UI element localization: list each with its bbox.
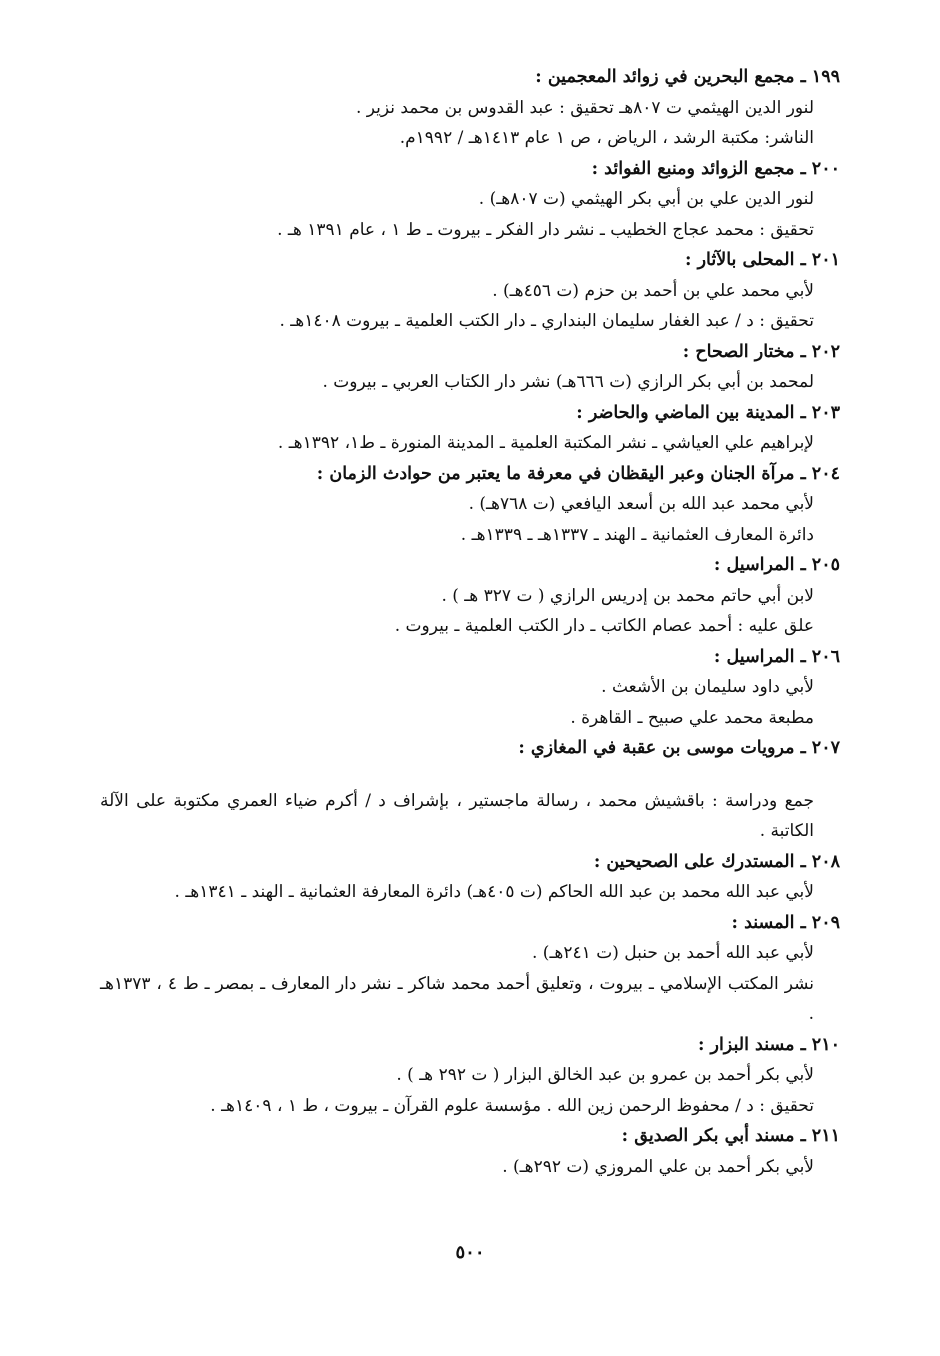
entry-heading: ٢٠٣ ـ المدينة بين الماضي والحاضر : xyxy=(576,402,840,423)
entry-line: تحقيق : محمد عجاج الخطيب ـ نشر دار الفكر ـ بيروت ـ ط ١ ، عام ١٣٩١ هـ . xyxy=(277,219,814,240)
entry-heading: ١٩٩ ـ مجمع البحرين في زوائد المعجمين : xyxy=(535,67,840,87)
entry-line: لنور الدين علي بن أبي بكر الهيثمي (ت ٨٠٧هـ) . xyxy=(478,189,814,209)
entry-line: الناشر: مكتبة الرشد ، الرياض ، ص ١ عام ١٤١٣هـ / ١٩٩٢م. xyxy=(399,128,814,148)
entry-line: لأبي داود سليمان بن الأشعث . xyxy=(601,677,814,697)
entry-heading: ٢٠٧ ـ مرويات موسى بن عقبة في المغازي : xyxy=(518,738,840,758)
entry-line: مطبعة محمد علي صبيح ـ القاهرة . xyxy=(570,707,814,728)
entry-line: لأبي بكر أحمد بن عمرو بن عبد الخالق البزار ( ت ٢٩٢ هـ ) . xyxy=(396,1065,814,1085)
entry-line: علق عليه : أحمد عصام الكاتب ـ دار الكتب العلمية ـ بيروت . xyxy=(394,616,814,636)
entry-heading: ٢١١ ـ مسند أبي بكر الصديق : xyxy=(621,1126,840,1146)
entry-heading: ٢٠٢ ـ مختار الصحاح : xyxy=(682,341,840,362)
entry-line: لأبي عبد الله محمد بن عبد الله الحاكم (ت ٤٠٥هـ) دائرة المعارفة العثمانية ـ الهند ـ ١٣٤١هـ . xyxy=(174,882,814,902)
entry-line: لإبراهيم علي العياشي ـ نشر المكتبة العلمية ـ المدينة المنورة ـ ط١، ١٣٩٢هـ . xyxy=(277,433,814,453)
entry-heading: ٢١٠ ـ مسند البزار : xyxy=(697,1034,840,1055)
entry-paragraph: نشر المكتب الإسلامي ـ بيروت ، وتعليق أحمد محمد شاكر ـ نشر دار المعارف ـ بمصر ـ ط ٤ ، ١٣٧٣هـ . xyxy=(100,973,814,1024)
entry-line: دائرة المعارف العثمانية ـ الهند ـ ١٣٣٧هـ ـ ١٣٣٩هـ . xyxy=(460,524,814,545)
entry-line: تحقيق : د / عبد الغفار سليمان البنداري ـ دار الكتب العلمية ـ بيروت ١٤٠٨هـ . xyxy=(279,311,814,331)
entry-heading: ٢٠١ ـ المحلى بالآثار : xyxy=(685,250,840,270)
entry-heading: ٢٠٩ ـ المسند : xyxy=(731,912,840,933)
entry-line: لابن أبي حاتم محمد بن إدريس الرازي ( ت ٣٢٧ هـ ) . xyxy=(441,585,814,606)
entry-line: لنور الدين الهيثمي ت ٨٠٧هـ تحقيق : عبد القدوس بن محمد نزير . xyxy=(355,97,814,118)
entry-line: تحقيق : د / محفوظ الرحمن زين الله . مؤسسة علوم القرآن ـ بيروت ، ط ١ ، ١٤٠٩هـ . xyxy=(210,1095,814,1116)
entry-line: لأبي محمد علي بن أحمد بن حزم (ت ٤٥٦هـ) . xyxy=(492,280,814,301)
entry-heading: ٢٠٦ ـ المراسيل : xyxy=(713,646,840,667)
entry-heading: ٢٠٠ ـ مجمع الزوائد ومنبع الفوائد : xyxy=(591,158,840,179)
bibliography-page xyxy=(100,62,840,1182)
page-number: ٥٠٠ xyxy=(455,1242,485,1263)
entry-line: لأبي محمد عبد الله بن أسعد اليافعي (ت ٧٦٨هـ) . xyxy=(468,494,814,514)
entry-heading: ٢٠٥ ـ المراسيل : xyxy=(713,555,840,575)
entry-heading: ٢٠٨ ـ المستدرك على الصحيحين : xyxy=(593,851,840,872)
entry-line: لأبي بكر أحمد بن علي المروزي (ت ٢٩٢هـ) . xyxy=(502,1156,814,1177)
entry-line: لمحمد بن أبي بكر الرازي (ت ٦٦٦هـ) نشر دار الكتاب العربي ـ بيروت . xyxy=(322,372,814,392)
entry-paragraph: جمع ودراسة : باقشيش محمد ، رسالة ماجستير ، بإشراف د / أكرم ضياء العمري مكتوبة على الآلة الكاتبة . xyxy=(100,790,814,841)
entry-heading: ٢٠٤ ـ مرآة الجنان وعبر اليقظان في معرفة ما يعتبر من حوادث الزمان : xyxy=(316,463,840,484)
entry-line: لأبي عبد الله أحمد بن حنبل (ت ٢٤١هـ) . xyxy=(532,943,814,963)
spacer xyxy=(100,764,840,786)
